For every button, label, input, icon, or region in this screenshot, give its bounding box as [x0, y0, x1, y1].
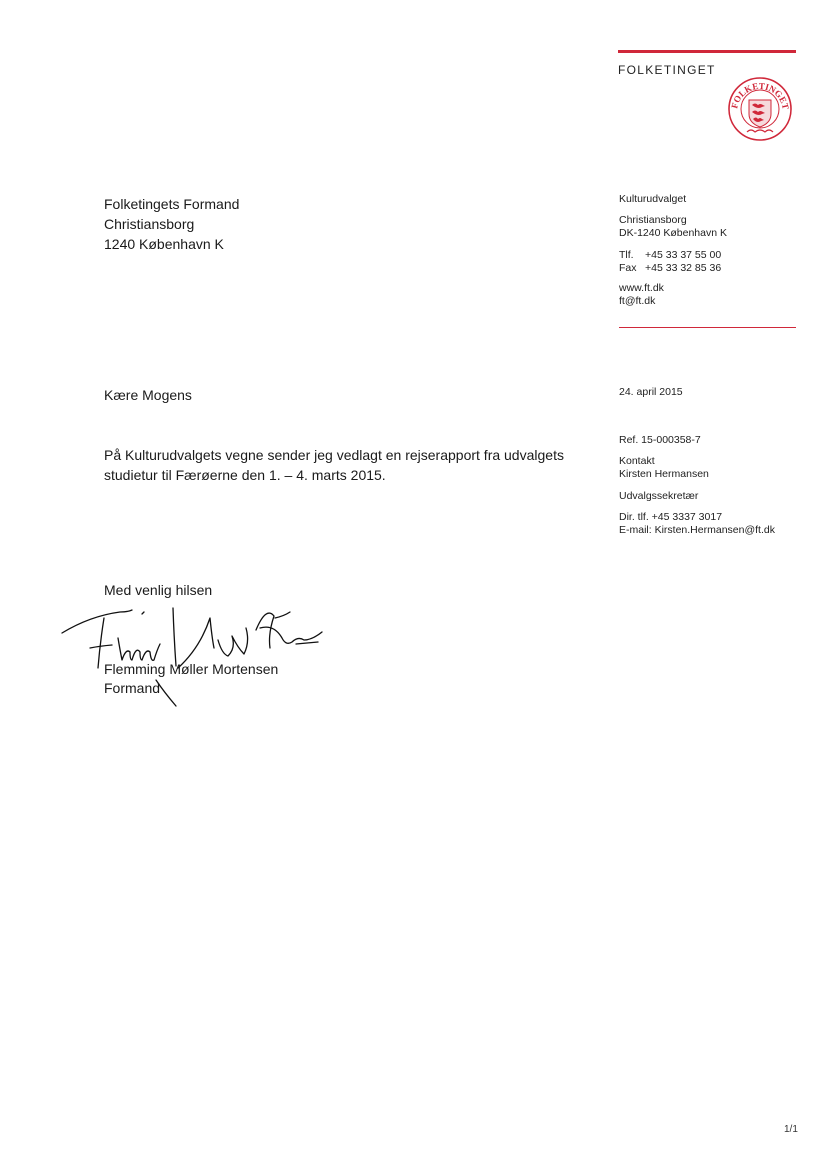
sender-rule	[619, 327, 796, 328]
fax-value: +45 33 32 85 36	[645, 261, 722, 274]
recipient-line-2: Christiansborg	[104, 216, 195, 232]
contact-email[interactable]: E-mail: Kirsten.Hermansen@ft.dk	[619, 523, 775, 536]
folketinget-seal-logo	[727, 76, 793, 142]
fax-label: Fax	[619, 261, 637, 274]
phone-label: Tlf.	[619, 249, 634, 261]
sender-address-2: DK-1240 København K	[619, 226, 727, 239]
svg-text:FOLKETINGET: FOLKETINGET	[729, 80, 791, 111]
direct-phone: Dir. tlf. +45 3337 3017	[619, 511, 723, 523]
phone-row	[619, 249, 721, 262]
sender-web	[619, 282, 664, 307]
letter-date: 24. april 2015	[619, 386, 683, 398]
contact-block	[619, 455, 709, 480]
website-link[interactable]: www.ft.dk	[619, 282, 664, 294]
recipient-line-1: Folketingets Formand	[104, 196, 240, 212]
contact-details	[619, 511, 775, 536]
fax-row	[619, 262, 721, 275]
body-line-2: studietur til Færøerne den 1. – 4. marts 2015.	[104, 467, 386, 483]
header-rule	[618, 50, 796, 53]
contact-name: Kirsten Hermansen	[619, 467, 709, 480]
closing: Med venlig hilsen	[104, 582, 213, 598]
signatory-title: Formand	[104, 680, 161, 696]
recipient-address	[104, 194, 239, 254]
phone-value: +45 33 37 55 00	[645, 249, 722, 261]
page-number: 1/1	[784, 1124, 798, 1135]
contact-label: Kontakt	[619, 455, 655, 467]
sender-phones	[619, 249, 721, 274]
letter-body	[104, 445, 584, 485]
greeting: Kære Mogens	[104, 387, 192, 403]
signatory-name: Flemming Møller Mortensen	[104, 661, 279, 677]
contact-role: Udvalgssekretær	[619, 490, 699, 502]
body-line-1: På Kulturudvalgets vegne sender jeg vedlagt en rejserapport fra udvalgets	[104, 447, 564, 463]
recipient-line-3: 1240 København K	[104, 236, 224, 252]
sender-committee: Kulturudvalget	[619, 193, 687, 205]
email-link[interactable]: ft@ft.dk	[619, 294, 656, 307]
reference-number: Ref. 15-000358-7	[619, 434, 701, 446]
signatory	[104, 660, 278, 698]
sender-address	[619, 214, 727, 239]
brand-name: FOLKETINGET	[618, 63, 716, 77]
sender-address-1: Christiansborg	[619, 214, 687, 226]
